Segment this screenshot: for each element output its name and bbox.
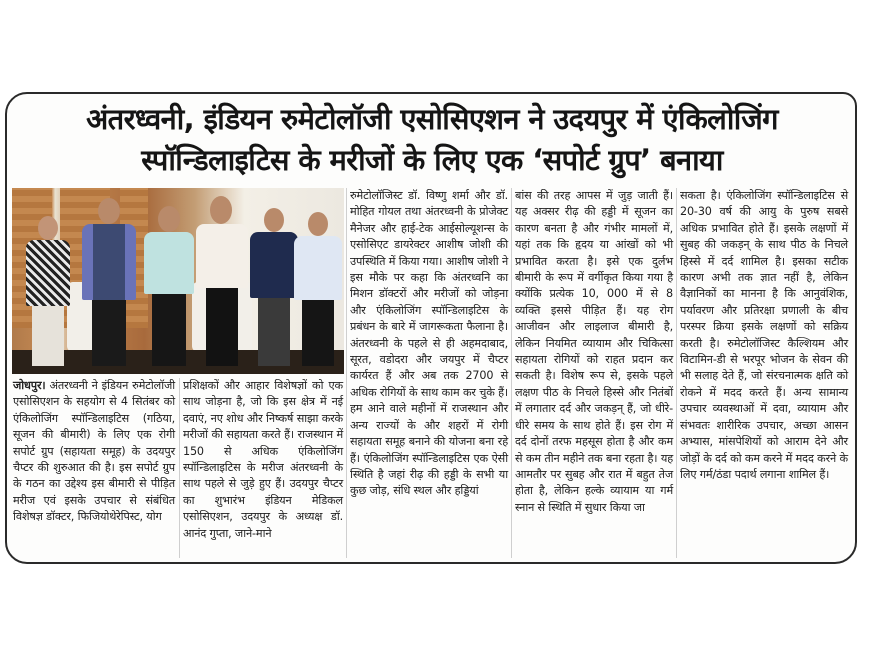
photo-person (20, 216, 76, 366)
article-column-3 (350, 188, 508, 500)
headline-line-1: अंतरध्वनी, इंडियन रुमेटोलॉजी एसोसिएशन ने उदयपुर में एंकिलोजिंग (86, 102, 778, 136)
column-text: रुमेटोलॉजिस्ट डॉ. विष्णु शर्मा और डॉ. मोहित गोयल तथा अंतरध्वनी के प्रोजेक्ट मैनेजर और हाई-टेक आईसोल्यूशन्स के एसोसिएट डायरेक्टर आशीष जोशी की उपस्थिति में किया गया। आशीष जोशी ने इस मौके पर कहा कि अंतरध्वनि का मिशन डॉक्टरों और मरीजों को जोड़ना और एंकिलोजिंग स्पॉन्डिलाइटिस के प्रबंधन के बारे में जागरूकता फैलाना है। अंतरध्वनी के पहले से ही अहमदाबाद, सूरत, वडोदरा और जयपुर में चैप्टर कार्यरत हैं और अब तक 2700 से अधिक रोगियों के साथ काम कर चुके हैं। हम आने वाले महीनों में राजस्थान और अन्य राज्यों के और शहरों में रोगी सहायता समूह बनाने की योजना बना रहे हैं। एंकिलोजिंग स्पॉन्डिलाइटिस एक ऐसी स्थिति है जहां रीढ़ की हड्डी के सभी या कुछ जोड़, संधि स्थल और हड्डियां (350, 189, 508, 498)
column-text: बांस की तरह आपस में जुड़ जाती हैं। यह अक्सर रीढ़ की हड्डी में सूजन का कारण बनता है और गंभीर मामलों में, यहां तक कि हृदय या आंखों को भी प्रभावित करता है। इसे एक दुर्लभ बीमारी के रूप में वर्गीकृत किया गया है क्योंकि प्रत्येक 10, 000 में से 8 व्यक्ति इससे पीड़ित हैं। यह रोग आजीवन और लाइलाज बीमारी है, लेकिन नियमित व्यायाम और चिकित्सा सहायता रोगियों को राहत प्रदान कर सकती है। विशेष रूप से, इसके पहले लक्षण पीठ के निचले हिस्से और नितंबों में लगातार दर्द और जकड़न् हैं, जो धीरे-धीरे समय के साथ होते हैं। इस रोग में दर्द दोनों तरफ महसूस होता है और कम से कम तीन महीने तक बना रहता है। यह आमतौर पर सुबह और रात में बहुत तेज होता है, लेकिन हल्के व्यायाम या गर्म स्नान से स्थिति में सुधार किया जा (515, 189, 673, 514)
article-column-4 (515, 188, 673, 516)
article-column-1 (13, 378, 175, 526)
column-text: अंतरध्वनी ने इंडियन रुमेटोलॉजी एसोसिएशन के सहयोग से 4 सितंबर को एंकिलोजिंग स्पॉन्डिलाइटिस (गठिया, सूजन की बीमारी) के लिए एक रोगी सपोर्ट ग्रुप (सहायता समूह) के उदयपुर चैप्टर की शुरुआत की है। इस सपोर्ट ग्रुप के गठन का उद्देश्य इस बीमारी से पीड़ित मरीज एवं इसके उपचार से संबंधित विशेषज्ञ डॉक्टर, फिजियोथेरेपिस्ट, योग (13, 379, 176, 524)
photo-person (290, 212, 344, 366)
photo-person (140, 206, 198, 366)
group-photo (12, 188, 344, 374)
headline (15, 98, 849, 180)
column-text: सकता है। एंकिलोजिंग स्पॉन्डिलाइटिस से 20-30 वर्ष की आयु के पुरुष सबसे अधिक प्रभावित होते हैं। इसके लक्षणों में सुबह की जकड़न् के साथ पीठ के निचले हिस्से में दर्द शामिल है। इसका सटीक कारण अभी तक ज्ञात नहीं है, लेकिन वैज्ञानिकों का मानना है कि आनुवंशिक, पर्यावरण और प्रतिरक्षा प्रणाली के बीच परस्पर क्रिया इसके लक्षणों को सक्रिय करती है। रुमेटोलॉजिस्ट कैल्शियम और विटामिन-डी से भरपूर भोजन के सेवन की भी सलाह देते हैं, जो संरचनात्मक क्षति को रोकने में मदद करते हैं। अन्य सामान्य उपचार व्यवस्थाओं में दवा, व्यायाम और संभवतः शारीरिक उपचार, अच्छा आसन अभ्यास, मांसपेशियों को आराम देने और जोड़ों के दर्द को कम करने में मदद करने के लिए गर्म/ठंडा पदार्थ लगाना शामिल हैं। (680, 189, 848, 481)
column-divider (179, 378, 180, 558)
headline-line-2: स्पॉन्डिलाइटिस के मरीजों के लिए एक ‘सपोर्ट ग्रुप’ बनाया (141, 143, 723, 177)
photo-person (194, 196, 250, 366)
article-column-2 (183, 378, 343, 542)
column-text: प्रशिक्षकों और आहार विशेषज्ञों को एक साथ जोड़ना है, जो कि इस क्षेत्र में नई दवाएं, नए शोध और निष्कर्ष साझा करके मरीजों की सहायता करते हैं। राजस्थान में 150 से अधिक एंकिलोजिंग स्पॉन्डिलाइटिस के मरीज अंतरध्वनी के साथ पहले से जुड़े हुए हैं। उदयपुर चैप्टर का शुभारंभ इंडियन मेडिकल एसोसिएशन, उदयपुर के अध्यक्ष डॉ. आनंद गुप्ता, जाने-माने (183, 379, 343, 540)
newspaper-clipping (5, 92, 857, 564)
column-divider (676, 188, 677, 558)
dateline: जोधपुर। (13, 379, 46, 392)
photo-person (78, 198, 140, 366)
column-divider (346, 188, 347, 558)
column-divider (511, 188, 512, 558)
article-column-5 (680, 188, 848, 483)
